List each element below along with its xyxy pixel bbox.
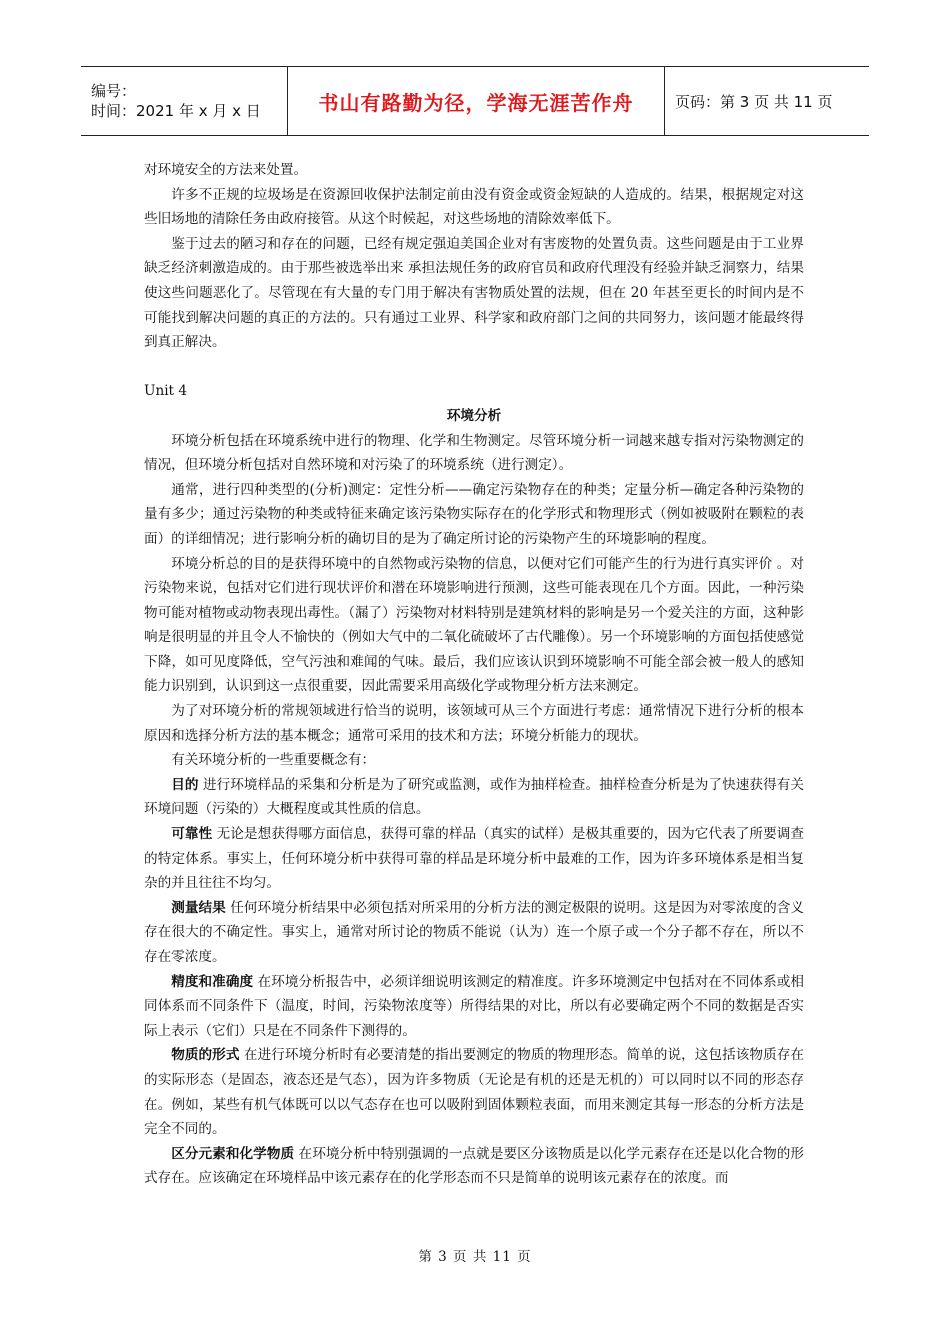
paragraph: 为了对环境分析的常规领域进行恰当的说明，该领域可从三个方面进行考虑：通常情况下进行分析的根本原因和选择分析方法的基本概念；通常可采用的技术和方法；环境分析能力的现状。 bbox=[144, 703, 804, 744]
concept-paragraph bbox=[144, 1043, 804, 1141]
concept-term: 测量结果 bbox=[171, 899, 226, 916]
paragraph: 环境分析总的目的是获得环境中的自然物或污染物的信息，以便对它们可能产生的行为进行真实评价 。对污染物来说，包括对它们进行现状评价和潜在环境影响进行预测，这些可能表现在几个方面。因此，一种污染物可能对植物或动物表现出毒性。（漏了）污染物对材料特别是建筑材料的影响是另一个爱关注的方面，这种影响是很明显的并且令人不愉快的（例如大气中的二氧化硫破坏了古代雕像）。另一个环境影响的方面包括使感觉下降，如可见度降低，空气污浊和难闻的气味。最后，我们应该认识到环境影响不可能全部会被一般人的感知能力识别到，认识到这一点很重要，因此需要采用高级化学或物理分析方法来测定。 bbox=[144, 555, 804, 695]
paragraph: 对环境安全的方法来处置。 bbox=[144, 162, 308, 178]
concept-term: 精度和准确度 bbox=[171, 973, 254, 990]
header-page-number: 页码：第 3 页 共 11 页 bbox=[665, 67, 870, 136]
document-body bbox=[144, 158, 804, 1191]
header-motto-cell bbox=[288, 67, 665, 136]
concept-text: 在环境分析报告中，必须详细说明该测定的精准度。许多环境测定中包括对在不同体系或相同体系而不同条件下（温度，时间，污染物浓度等）所得结果的对比，所以有必要确定两个不同的数据是否实际上表示（它们）只是在不同条件下测得的。 bbox=[144, 973, 804, 1039]
page-footer: 第 3 页 共 11 页 bbox=[418, 1249, 532, 1265]
concept-paragraph bbox=[144, 970, 804, 1044]
header-meta bbox=[81, 67, 288, 136]
document-number-label: 编号： bbox=[91, 82, 137, 100]
document-date-label: 时间：2021 年 x 月 x 日 bbox=[91, 102, 261, 120]
section-title: 环境分析 bbox=[446, 407, 502, 424]
concept-text: 在进行环境分析时有必要清楚的指出要测定的物质的物理形态。简单的说，这包括该物质存在的实际形态（是固态，液态还是气态），因为许多物质（无论是有机的还是无机的）可以同时以不同的形态存在。例如，某些有机气体既可以以气态存在也可以吸附到固体颗粒表面，而用来测定其每一形态的分析方法是完全不同的。 bbox=[144, 1047, 805, 1138]
concept-paragraph bbox=[144, 1142, 804, 1191]
paragraph: 鉴于过去的陋习和存在的问题，已经有规定强迫美国企业对有害废物的处置负责。这些问题是由于工业界缺乏经济刺激造成的。由于那些被选举出来 承担法规任务的政府官员和政府代理没有经验并缺乏洞察力，结果使这些问题恶化了。尽管现在有大量的专门用于解决有害物质处置的法规，但在 20 年甚至更长的时间内是不可能找到解决问题的真正的方法的。只有通过工业界、科学家和政府部门之间的共同努力，该问题才能最终得到真正解决。 bbox=[144, 235, 804, 351]
page-header bbox=[81, 66, 869, 136]
concept-text: 在环境分析中特别强调的一点就是要区分该物质是以化学元素存在还是以化合物的形式存在。应该确定在环境样品中该元素存在的化学形态而不只是简单的说明该元素存在的浓度。而 bbox=[144, 1145, 804, 1187]
concept-text: 进行环境样品的采集和分析是为了研究或监测，或作为抽样检查。抽样检查分析是为了快速获得有关环境问题（污染的）大概程度或其性质的信息。 bbox=[144, 776, 804, 818]
unit-heading: Unit 4 bbox=[144, 383, 187, 400]
spacer bbox=[144, 355, 804, 380]
paragraph: 有关环境分析的一些重要概念有： bbox=[171, 752, 376, 769]
concept-paragraph bbox=[144, 773, 804, 822]
concept-paragraph bbox=[144, 896, 804, 970]
concept-paragraph bbox=[144, 822, 804, 896]
header-motto: 书山有路勤为径，学海无涯苦作舟 bbox=[318, 90, 634, 115]
concept-term: 区分元素和化学物质 bbox=[171, 1145, 295, 1162]
paragraph: 环境分析包括在环境系统中进行的物理、化学和生物测定。尽管环境分析一词越来越专指对污染物测定的情况，但环境分析包括对自然环境和对污染了的环境系统（进行测定）。 bbox=[144, 432, 804, 474]
concept-term: 可靠性 bbox=[171, 826, 213, 843]
concept-text: 任何环境分析结果中必须包括对所采用的分析方法的测定极限的说明。这是因为对零浓度的含义存在很大的不确定性。事实上，通常对所讨论的物质不能说（认为）连一个原子或一个分子都不存在，所以不存在零浓度。 bbox=[144, 899, 804, 965]
concept-term: 物质的形式 bbox=[171, 1047, 240, 1064]
concept-text: 无论是想获得哪方面信息，获得可靠的样品（真实的试样）是极其重要的，因为它代表了所要调查的特定体系。事实上，任何环境分析中获得可靠的样品是环境分析中最难的工作，因为许多环境体系是相当复杂的并且往往不均匀。 bbox=[144, 826, 805, 892]
paragraph: 通常，进行四种类型的(分析)测定：定性分析——确定污染物存在的种类；定量分析—确定各种污染物的量有多少；通过污染物的种类或特征来确定该污染物实际存在的化学形式和物理形式（例如被吸附在颗粒的表面）的详细情况；进行影响分析的确切目的是为了确定所讨论的污染物产生的环境影响的程度。 bbox=[144, 481, 804, 547]
concept-term: 目的 bbox=[171, 776, 199, 793]
paragraph: 许多不正规的垃圾场是在资源回收保护法制定前由没有资金或资金短缺的人造成的。结果，根据规定对这些旧场地的清除任务由政府接管。从这个时候起，对这些场地的清除效率低下。 bbox=[144, 186, 804, 228]
